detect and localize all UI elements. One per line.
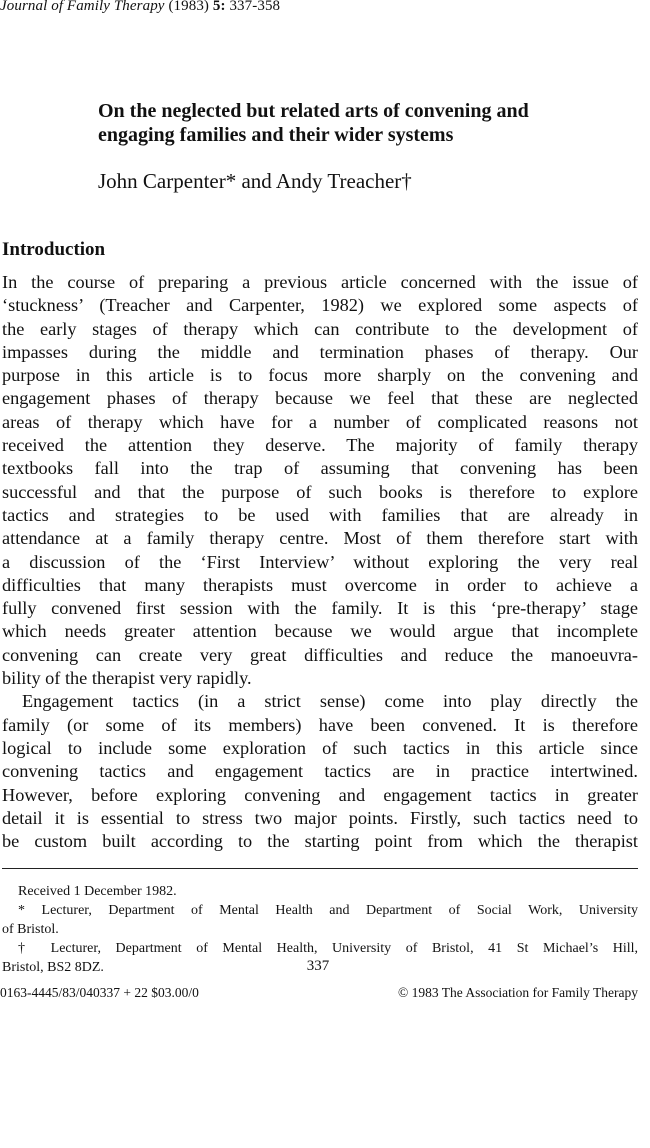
footnote-divider [2,868,638,869]
title-line: On the neglected but related arts of convening and [98,100,529,122]
article-title [98,99,638,147]
text-line: impasses during the middle and termination phases of therapy. Our [2,341,638,362]
text-line: purpose in this article is to focus more sharply on the convening and [2,365,638,386]
citation-year: (1983) [168,0,210,14]
text-line: attendance at a family therapy centre. Most of them therefore start with [2,528,638,549]
text-line: successful and that the purpose of such books is therefore to explore [2,481,638,502]
received-date: Received 1 December 1982. [18,884,177,899]
journal-header [0,0,280,15]
footnote-line: * Lecturer, Department of Mental Health and Department of Social Work, University [18,903,638,918]
text-line: textbooks fall into the trap of assuming that convening has been [2,458,638,479]
authors: John Carpenter* and Andy Treacher† [98,169,412,193]
text-line: convening tactics and engagement tactics are in practice intertwined. [2,761,638,782]
text-line: bility of the therapist very rapidly. [2,668,252,689]
text-line: areas of therapy which have for a number of complicated reasons not [2,411,638,432]
text-line: the early stages of therapy which can contribute to the development of [2,318,638,339]
page-number: 337 [306,958,330,974]
text-line: family (or some of its members) have been convened. It is therefore [2,714,638,735]
footnote-line: † Lecturer, Department of Mental Health, University of Bristol, 41 St Michael’s Hill, [18,941,638,956]
text-line: ‘stuckness’ (Treacher and Carpenter, 1982) we explored some aspects of [2,295,638,316]
text-line: In the course of preparing a previous article concerned with the issue of [2,272,638,292]
publication-code: 0163-4445/83/040337 + 22 $03.00/0 [0,985,199,1000]
text-line: tactics and strategies to be used with families that are already in [2,504,638,525]
text-line: be custom built according to the starting point from which the therapist [2,831,638,852]
title-line: engaging families and their wider systems [98,124,454,146]
text-line: difficulties that many therapists must overcome in order to achieve a [2,574,638,595]
volume: 5: [212,0,226,14]
copyright-notice: © 1983 The Association for Family Therapy [398,985,638,1000]
text-line: which needs greater attention because we would argue that incomplete [2,621,638,642]
footnote-line: of Bristol. [2,922,59,937]
body-text [2,271,638,853]
footnote-author-1 [2,901,638,939]
text-line: engagement phases of therapy because we feel that these are neglected [2,388,638,409]
page-range: 337-358 [229,0,281,14]
footnote-line: Bristol, BS2 8DZ. [2,960,104,975]
text-line: received the attention they deserve. The majority of family therapy [2,435,638,456]
text-line: However, before exploring convening and engagement tactics in greater [2,784,638,805]
text-line: fully convened first session with the family. It is this ‘pre-therapy’ stage [2,598,638,619]
text-line: a discussion of the ‘First Interview’ without exploring the very real [2,551,638,572]
text-line: Engagement tactics (in a strict sense) come into play directly the [22,691,638,712]
text-line: logical to include some exploration of such tactics in this article since [2,737,638,758]
text-line: convening can create very great difficulties and reduce the manoeuvra- [2,644,638,665]
journal-name: Journal of Family Therapy [0,0,165,14]
section-heading: Introduction [2,239,106,260]
text-line: detail it is essential to stress two major points. Firstly, such tactics need to [2,807,638,828]
